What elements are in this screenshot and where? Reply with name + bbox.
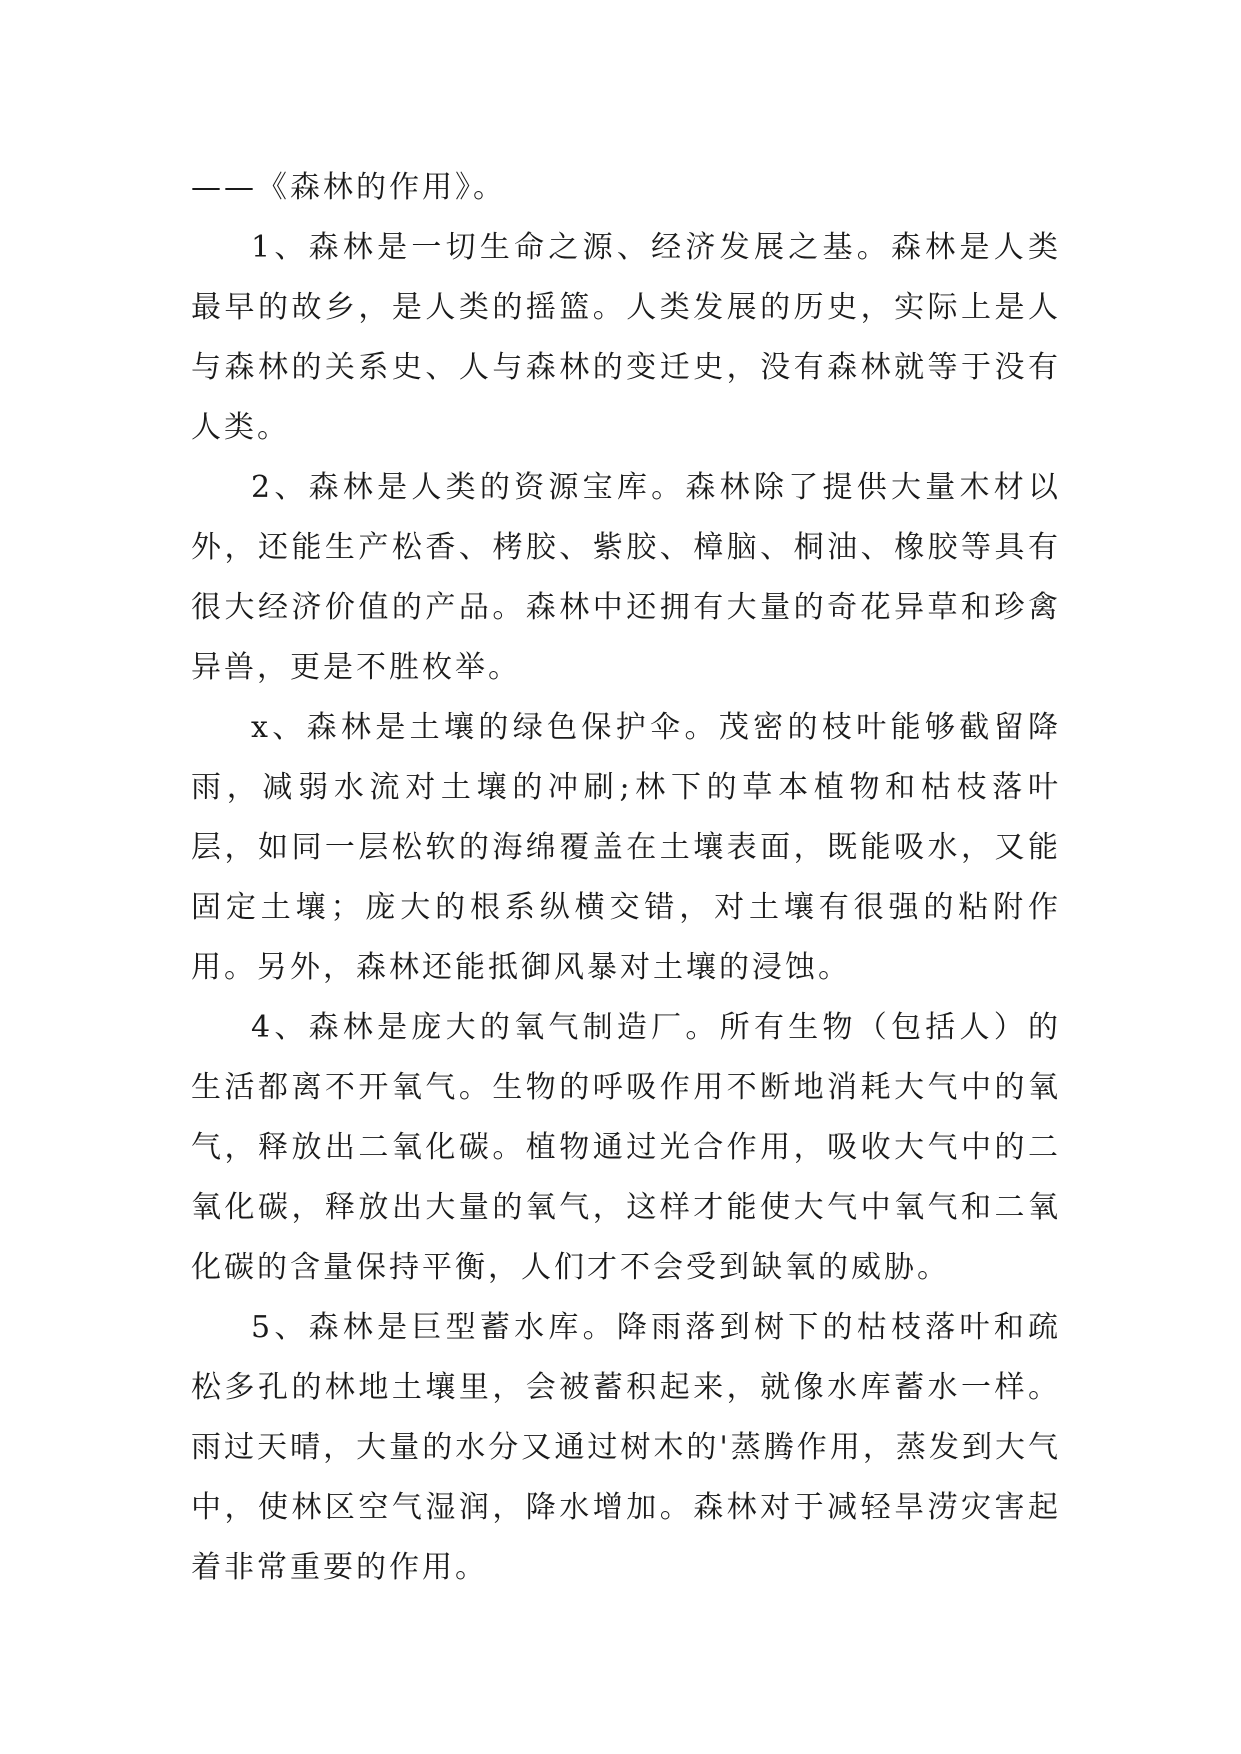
title-line: ——《森林的作用》。 [191, 170, 506, 205]
paragraph-1: 1、森林是一切生命之源、经济发展之基。森林是人类最早的故乡，是人类的摇篮。人类发展的历史，实际上是人与森林的关系史、人与森林的变迁史，没有森林就等于没有人类。 [191, 230, 1061, 445]
paragraph-3: x、森林是土壤的绿色保护伞。茂密的枝叶能够截留降雨，减弱水流对土壤的冲刷;林下的草本植物和枯枝落叶层，如同一层松软的海绵覆盖在土壤表面，既能吸水，又能固定土壤；庞大的根系纵横交错，对土壤有很强的粘附作用。另外，森林还能抵御风暴对土壤的浸蚀。 [191, 710, 1061, 985]
paragraph-4: 4、森林是庞大的氧气制造厂。所有生物（包括人）的生活都离不开氧气。生物的呼吸作用不断地消耗大气中的氧气，释放出二氧化碳。植物通过光合作用，吸收大气中的二氧化碳，释放出大量的氧气，这样才能使大气中氧气和二氧化碳的含量保持平衡，人们才不会受到缺氧的威胁。 [191, 1010, 1061, 1285]
document-page [191, 158, 1061, 1598]
paragraph-5: 5、森林是巨型蓄水库。降雨落到树下的枯枝落叶和疏松多孔的林地土壤里，会被蓄积起来，就像水库蓄水一样。雨过天晴，大量的水分又通过树木的'蒸腾作用，蒸发到大气中，使林区空气湿润，降水增加。森林对于减轻旱涝灾害起着非常重要的作用。 [191, 1310, 1061, 1585]
paragraph-2: 2、森林是人类的资源宝库。森林除了提供大量木材以外，还能生产松香、栲胶、紫胶、樟脑、桐油、橡胶等具有很大经济价值的产品。森林中还拥有大量的奇花异草和珍禽异兽，更是不胜枚举。 [191, 470, 1061, 685]
